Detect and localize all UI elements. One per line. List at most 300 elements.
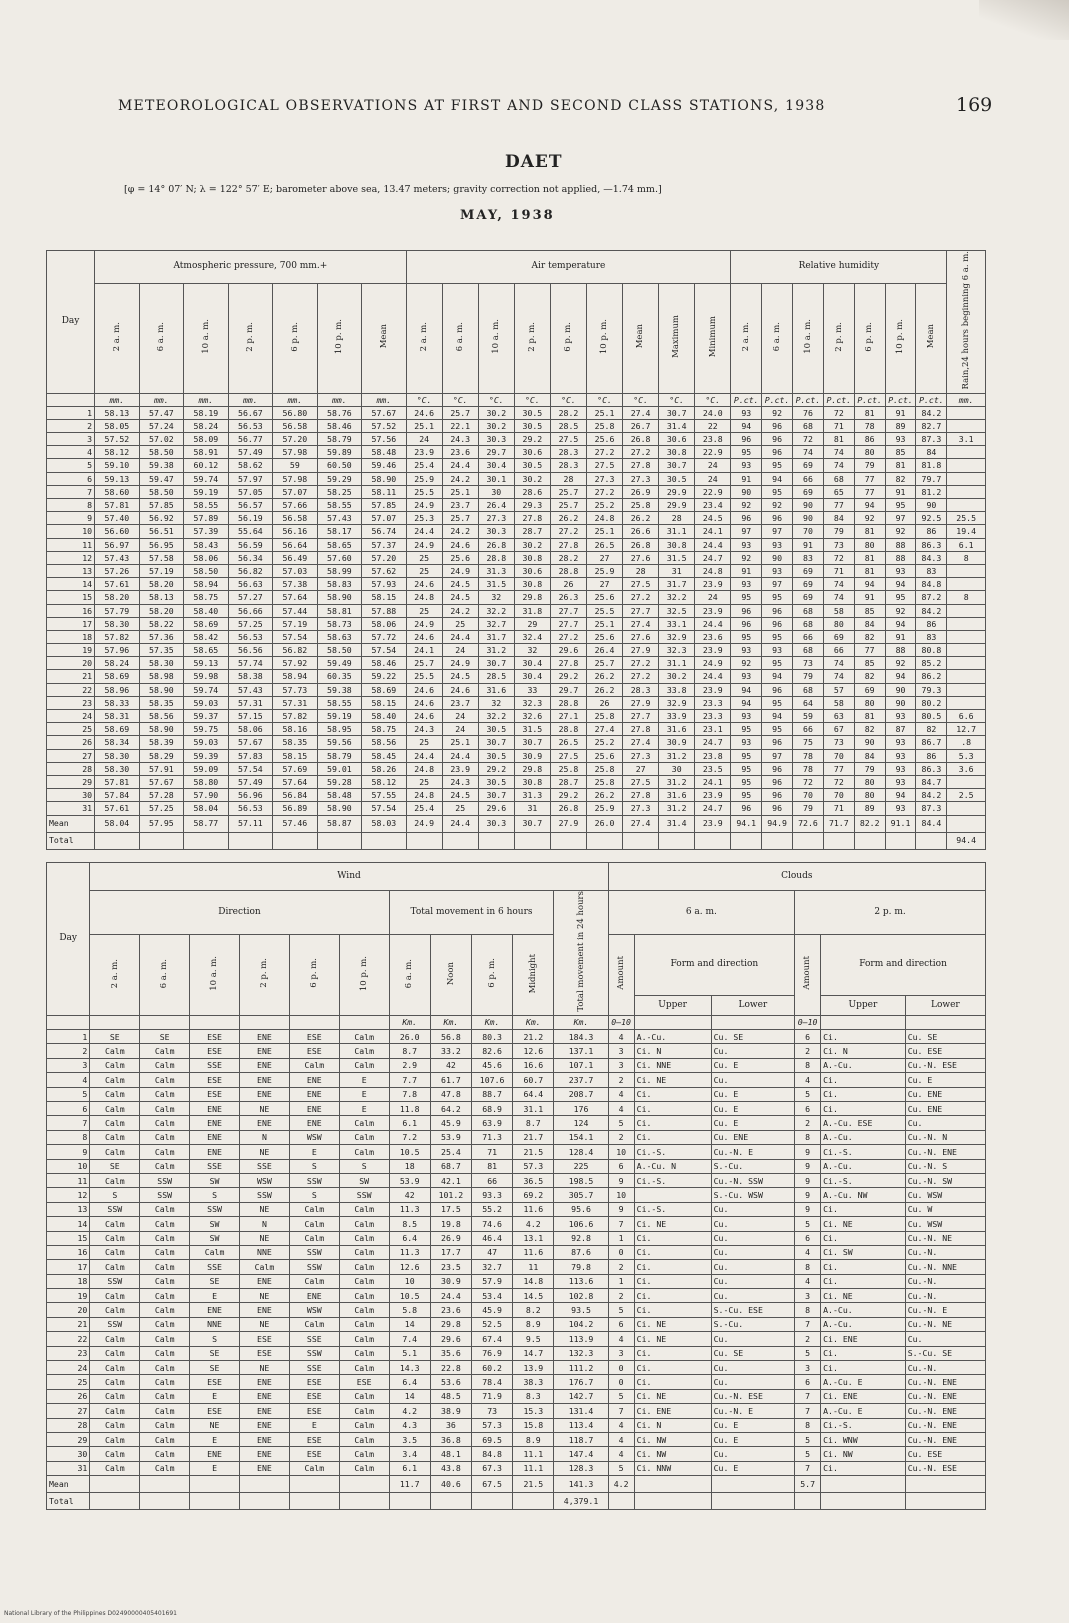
table-cell: Cu. ENE bbox=[905, 1101, 985, 1115]
table-cell: 58.30 bbox=[95, 749, 140, 762]
table-cell: 57.54 bbox=[362, 802, 407, 815]
total-rain-cell: 94.4 bbox=[947, 832, 986, 849]
table-cell: S.-Cu. bbox=[711, 1159, 794, 1173]
table-cell: Calm bbox=[339, 1030, 389, 1044]
table-cell: SE bbox=[140, 1030, 190, 1044]
table-cell: 58.06 bbox=[362, 617, 407, 630]
table-cell: Calm bbox=[339, 1058, 389, 1072]
table-cell: Calm bbox=[140, 1303, 190, 1317]
table-cell: 26.4 bbox=[478, 499, 514, 512]
table-cell: Cu. E bbox=[711, 1058, 794, 1072]
table-cell: SSW bbox=[289, 1173, 339, 1187]
table-cell: 8.5 bbox=[389, 1217, 430, 1231]
table-cell: 95.6 bbox=[554, 1202, 608, 1216]
table-cell: 17 bbox=[47, 617, 95, 630]
table-cell: 59 bbox=[273, 459, 318, 472]
table-cell: ESE bbox=[190, 1030, 240, 1044]
table-cell: 82 bbox=[854, 630, 885, 643]
clouds-header: Clouds bbox=[608, 863, 985, 891]
table-cell: 38.9 bbox=[430, 1404, 471, 1418]
table-cell: S.-Cu. WSW bbox=[711, 1188, 794, 1202]
table-cell: ESE bbox=[190, 1087, 240, 1101]
table-cell: 96 bbox=[762, 512, 793, 525]
table-cell: 56.67 bbox=[228, 406, 273, 419]
table-cell: 23 bbox=[47, 696, 95, 709]
table-cell: 97 bbox=[762, 749, 793, 762]
table-cell: WSW bbox=[289, 1303, 339, 1317]
table-cell: 8 bbox=[47, 1130, 90, 1144]
total-cell bbox=[514, 832, 550, 849]
table-cell: 3 bbox=[47, 433, 95, 446]
units-cell: Km. bbox=[513, 1015, 554, 1029]
units-cell: P.ct. bbox=[854, 393, 885, 406]
table-cell: 92 bbox=[731, 551, 762, 564]
table-cell: 25 bbox=[406, 775, 442, 788]
table-cell: 59.13 bbox=[184, 657, 229, 670]
table-cell: Cu. bbox=[711, 1217, 794, 1231]
table-cell: 72 bbox=[823, 775, 854, 788]
table-cell: ENE bbox=[239, 1044, 289, 1058]
units-cell: °C. bbox=[659, 393, 695, 406]
table-cell: 57.97 bbox=[228, 472, 273, 485]
table-cell: 94 bbox=[885, 670, 916, 683]
table-cell: 32.9 bbox=[659, 630, 695, 643]
mean-cell: 23.9 bbox=[695, 815, 731, 832]
humidity-hour-header bbox=[731, 283, 762, 393]
table-row bbox=[47, 472, 986, 485]
table-cell: 59.74 bbox=[184, 472, 229, 485]
table-row bbox=[47, 1404, 986, 1418]
table-cell: ENE bbox=[239, 1274, 289, 1288]
table-cell: Calm bbox=[140, 1361, 190, 1375]
table-cell: 92 bbox=[885, 525, 916, 538]
table-cell: Cu.-N. S bbox=[905, 1159, 985, 1173]
table-cell: 96 bbox=[731, 617, 762, 630]
table-cell: 58.39 bbox=[139, 736, 184, 749]
table-cell: 24.5 bbox=[442, 670, 478, 683]
table-row bbox=[47, 723, 986, 736]
total-row bbox=[47, 1493, 986, 1510]
table-cell: 57.31 bbox=[273, 696, 318, 709]
table-cell: 93 bbox=[885, 564, 916, 577]
table-cell: 94 bbox=[731, 683, 762, 696]
table-cell: 75 bbox=[793, 736, 824, 749]
table-cell: Ci. NE bbox=[821, 1289, 906, 1303]
table-cell: 68 bbox=[793, 604, 824, 617]
table-cell: 128.3 bbox=[554, 1461, 608, 1475]
table-cell: Cu. SE bbox=[711, 1346, 794, 1360]
table-cell: 84 bbox=[854, 749, 885, 762]
table-cell: ESE bbox=[190, 1404, 240, 1418]
table-cell: 58.46 bbox=[362, 657, 407, 670]
mean-cell: 5.7 bbox=[795, 1476, 821, 1493]
table-cell: 19 bbox=[47, 1289, 90, 1303]
table-cell: 29.2 bbox=[478, 762, 514, 775]
total-cell bbox=[339, 1493, 389, 1510]
table-cell: 19 bbox=[47, 644, 95, 657]
table-cell: 57.93 bbox=[362, 578, 407, 591]
table-cell: 14.5 bbox=[513, 1289, 554, 1303]
table-cell: 58.65 bbox=[184, 644, 229, 657]
table-cell: 24.3 bbox=[442, 775, 478, 788]
table-cell: 79.3 bbox=[916, 683, 947, 696]
table-cell: Cu.-N. ESE bbox=[905, 1058, 985, 1072]
table-cell: SSW bbox=[140, 1188, 190, 1202]
table-cell: 86.3 bbox=[916, 762, 947, 775]
table-cell: 18 bbox=[47, 1274, 90, 1288]
table-cell: 33.8 bbox=[659, 683, 695, 696]
table-cell: 57.82 bbox=[95, 630, 140, 643]
table-cell: 74 bbox=[823, 459, 854, 472]
table-cell: 56.53 bbox=[228, 802, 273, 815]
table-cell: 30.8 bbox=[514, 551, 550, 564]
table-cell: Ci. bbox=[634, 1303, 711, 1317]
table-cell: 57.54 bbox=[273, 630, 318, 643]
table-cell: 26.5 bbox=[587, 538, 623, 551]
table-cell: 24 bbox=[695, 591, 731, 604]
table-cell: 32.2 bbox=[659, 591, 695, 604]
table-cell: 33 bbox=[514, 683, 550, 696]
table-cell: 31.5 bbox=[659, 551, 695, 564]
table-cell: 3.4 bbox=[389, 1447, 430, 1461]
table-cell: Calm bbox=[90, 1130, 140, 1144]
table-cell: 58.56 bbox=[139, 710, 184, 723]
air-extreme-header bbox=[659, 283, 695, 393]
table-cell: 74 bbox=[823, 578, 854, 591]
table-cell: 23.5 bbox=[695, 762, 731, 775]
table-cell: 68 bbox=[793, 419, 824, 432]
table-cell: Calm bbox=[140, 1289, 190, 1303]
mean-cell: 30.7 bbox=[514, 815, 550, 832]
table-cell: 79 bbox=[793, 670, 824, 683]
table-cell: 7 bbox=[795, 1317, 821, 1331]
table-cell: 30.7 bbox=[478, 789, 514, 802]
total-cell bbox=[731, 832, 762, 849]
table-cell: 64 bbox=[793, 696, 824, 709]
table-cell: 2 bbox=[47, 1044, 90, 1058]
table-cell: 59.28 bbox=[317, 775, 362, 788]
table-cell: 107.6 bbox=[472, 1073, 513, 1087]
table-cell: Calm bbox=[140, 1274, 190, 1288]
table-cell: ESE bbox=[289, 1447, 339, 1461]
table-cell: 23.8 bbox=[695, 749, 731, 762]
table-cell: 93.5 bbox=[554, 1303, 608, 1317]
table-cell: ENE bbox=[239, 1058, 289, 1072]
table-cell: 30.5 bbox=[478, 723, 514, 736]
table-cell: Calm bbox=[140, 1116, 190, 1130]
table-cell: 56.49 bbox=[273, 551, 318, 564]
table-cell: 23.5 bbox=[430, 1260, 471, 1274]
table-row bbox=[47, 630, 986, 643]
table-cell: 24.4 bbox=[430, 1289, 471, 1303]
table-cell: S.-Cu. bbox=[711, 1317, 794, 1331]
table-cell: ENE bbox=[190, 1116, 240, 1130]
total-label: Total bbox=[47, 1493, 90, 1510]
humidity-hour-label: 6 a. m. bbox=[771, 321, 782, 352]
humidity-hour-label: 2 a. m. bbox=[740, 321, 751, 352]
table-cell: 27.2 bbox=[623, 670, 659, 683]
table-cell: 57.74 bbox=[228, 657, 273, 670]
table-cell: 10 bbox=[47, 1159, 90, 1173]
movement-hour-label: 6 p. m. bbox=[486, 958, 497, 989]
table-cell: 25.1 bbox=[587, 617, 623, 630]
table-cell: 23.7 bbox=[442, 696, 478, 709]
table-cell: 95 bbox=[731, 749, 762, 762]
table-cell: 21.7 bbox=[513, 1130, 554, 1144]
mean-cell: 58.04 bbox=[95, 815, 140, 832]
table-row bbox=[47, 538, 986, 551]
table-cell: 90 bbox=[885, 696, 916, 709]
table-cell: Ci. NW bbox=[634, 1447, 711, 1461]
table-cell: 10.5 bbox=[389, 1145, 430, 1159]
table-row bbox=[47, 1375, 986, 1389]
form-direction-header: Form and direction bbox=[634, 935, 794, 996]
table-cell: 88 bbox=[885, 538, 916, 551]
table-cell: 11 bbox=[47, 538, 95, 551]
total-cell bbox=[821, 1493, 906, 1510]
table-cell: 56.57 bbox=[228, 499, 273, 512]
table-cell: Calm bbox=[140, 1346, 190, 1360]
total-cell bbox=[795, 1493, 821, 1510]
table-cell: 23.9 bbox=[406, 446, 442, 459]
table-cell: 23.9 bbox=[695, 644, 731, 657]
table-row bbox=[47, 499, 986, 512]
table-cell: 24.0 bbox=[695, 406, 731, 419]
table-cell: 58.75 bbox=[362, 723, 407, 736]
table-cell: 58.60 bbox=[95, 485, 140, 498]
table-cell: 93 bbox=[731, 406, 762, 419]
table-cell: 79.7 bbox=[916, 472, 947, 485]
table-cell: 87.3 bbox=[916, 802, 947, 815]
table-cell: 8 bbox=[947, 591, 986, 604]
air-extreme-label: Maximum bbox=[671, 315, 682, 358]
table-cell: 24.2 bbox=[442, 472, 478, 485]
table-cell: Calm bbox=[140, 1404, 190, 1418]
table-cell: 29.6 bbox=[478, 802, 514, 815]
table-cell: Calm bbox=[90, 1116, 140, 1130]
table-cell: Cu. ENE bbox=[905, 1087, 985, 1101]
table-cell: 14 bbox=[47, 1217, 90, 1231]
table-cell: 4 bbox=[608, 1030, 634, 1044]
table-cell: 28.6 bbox=[514, 485, 550, 498]
table-cell: 58.12 bbox=[95, 446, 140, 459]
table-cell: 1 bbox=[608, 1274, 634, 1288]
table-cell: 58.24 bbox=[95, 657, 140, 670]
table-cell: 11.6 bbox=[513, 1202, 554, 1216]
table-cell: 24.7 bbox=[695, 802, 731, 815]
table-cell: 93 bbox=[885, 749, 916, 762]
table-cell: 31.2 bbox=[659, 749, 695, 762]
table-cell: 94 bbox=[885, 789, 916, 802]
table-cell: 30 bbox=[47, 789, 95, 802]
air-hour-label: 10 a. m. bbox=[491, 319, 502, 354]
table-cell: 58.69 bbox=[184, 617, 229, 630]
table-cell: 25 bbox=[406, 551, 442, 564]
movement-hour-header bbox=[389, 935, 430, 1016]
table-cell: Calm bbox=[90, 1447, 140, 1461]
clouds-6am-header: 6 a. m. bbox=[608, 891, 794, 935]
table-cell: Cu. bbox=[711, 1361, 794, 1375]
table-cell: 53.4 bbox=[472, 1289, 513, 1303]
table-cell: 58.81 bbox=[317, 604, 362, 617]
table-cell: 32.6 bbox=[514, 710, 550, 723]
table-cell: 57.20 bbox=[362, 551, 407, 564]
table-cell: 113.6 bbox=[554, 1274, 608, 1288]
table-cell: 58.90 bbox=[139, 683, 184, 696]
table-cell: Calm bbox=[339, 1317, 389, 1331]
table-cell: 81 bbox=[854, 564, 885, 577]
table-cell: 31 bbox=[659, 564, 695, 577]
table-cell: 57.52 bbox=[95, 433, 140, 446]
table-cell: 28.8 bbox=[550, 696, 586, 709]
units-cell: P.ct. bbox=[793, 393, 824, 406]
table-cell: 24.6 bbox=[406, 696, 442, 709]
table-cell: 6.6 bbox=[947, 710, 986, 723]
table-cell: 22 bbox=[47, 1332, 90, 1346]
table-cell: 27.7 bbox=[550, 617, 586, 630]
mean-cell bbox=[634, 1476, 711, 1493]
table-cell: 23.9 bbox=[695, 578, 731, 591]
table-cell: 57.98 bbox=[273, 446, 318, 459]
table-cell: 24.3 bbox=[442, 433, 478, 446]
table-cell: 24.8 bbox=[695, 564, 731, 577]
table-cell: Cu. bbox=[711, 1073, 794, 1087]
units-cell: mm. bbox=[228, 393, 273, 406]
table-cell: 58.55 bbox=[317, 696, 362, 709]
table-cell: 60.7 bbox=[513, 1073, 554, 1087]
table-cell: 26.9 bbox=[623, 485, 659, 498]
table-cell: 4 bbox=[47, 1073, 90, 1087]
table-cell: Calm bbox=[289, 1231, 339, 1245]
table-cell: 95 bbox=[731, 762, 762, 775]
table-cell: Calm bbox=[140, 1332, 190, 1346]
table-cell: 86 bbox=[916, 525, 947, 538]
table-cell: 90 bbox=[731, 485, 762, 498]
table-cell: 58.76 bbox=[317, 406, 362, 419]
units-cell: mm. bbox=[184, 393, 229, 406]
table-row bbox=[47, 749, 986, 762]
table-cell: ENE bbox=[239, 1404, 289, 1418]
table-cell: 6 bbox=[608, 1317, 634, 1331]
table-cell: Cu. bbox=[711, 1245, 794, 1259]
table-cell: 27.2 bbox=[623, 446, 659, 459]
table-cell: 3 bbox=[608, 1346, 634, 1360]
table-cell: 31.8 bbox=[514, 604, 550, 617]
table-cell: 93 bbox=[885, 710, 916, 723]
table-cell: 59.74 bbox=[184, 683, 229, 696]
table-cell: 25.6 bbox=[442, 551, 478, 564]
table-cell: Calm bbox=[140, 1375, 190, 1389]
table-cell: Ci. NW bbox=[634, 1432, 711, 1446]
direction-hour-label: 10 p. m. bbox=[358, 955, 369, 991]
pressure-hour-label: 6 a. m. bbox=[156, 321, 167, 352]
table-cell: 26.0 bbox=[389, 1030, 430, 1044]
direction-hour-label: 6 p. m. bbox=[309, 958, 320, 989]
table-cell: 93 bbox=[731, 710, 762, 723]
table-cell: 94 bbox=[731, 419, 762, 432]
table-cell: 6 bbox=[795, 1231, 821, 1245]
table-cell: 57.19 bbox=[273, 617, 318, 630]
table-cell: 104.2 bbox=[554, 1317, 608, 1331]
table-cell: 3 bbox=[795, 1289, 821, 1303]
units-cell: P.ct. bbox=[885, 393, 916, 406]
table-cell: NE bbox=[239, 1202, 289, 1216]
table-cell: 71 bbox=[823, 802, 854, 815]
table-cell: Calm bbox=[339, 1245, 389, 1259]
table-cell: 56.89 bbox=[273, 802, 318, 815]
table-cell: 45.9 bbox=[430, 1116, 471, 1130]
table-cell: 30.7 bbox=[478, 736, 514, 749]
table-cell: N bbox=[239, 1217, 289, 1231]
table-cell: 4 bbox=[608, 1087, 634, 1101]
table-row bbox=[47, 525, 986, 538]
table-cell: Calm bbox=[339, 1044, 389, 1058]
table-cell: NNE bbox=[190, 1317, 240, 1331]
table-cell: NE bbox=[239, 1289, 289, 1303]
table-cell: ESE bbox=[190, 1073, 240, 1087]
table-row bbox=[47, 789, 986, 802]
table-cell: 80.3 bbox=[472, 1030, 513, 1044]
table-cell: 90 bbox=[793, 512, 824, 525]
table-cell: Calm bbox=[90, 1245, 140, 1259]
table-row bbox=[47, 446, 986, 459]
table-cell: 92 bbox=[854, 512, 885, 525]
table-cell: Ci. bbox=[634, 1087, 711, 1101]
table-cell: 58.98 bbox=[139, 670, 184, 683]
units-cell bbox=[90, 1015, 140, 1029]
table-cell: ENE bbox=[239, 1432, 289, 1446]
table-cell: 23.1 bbox=[695, 723, 731, 736]
table-cell: 90 bbox=[762, 551, 793, 564]
table-cell: 58.50 bbox=[139, 446, 184, 459]
table-cell: 31.1 bbox=[513, 1101, 554, 1115]
table-cell: 57.52 bbox=[362, 419, 407, 432]
table-cell: 30.5 bbox=[514, 406, 550, 419]
pressure-hour-label: 2 a. m. bbox=[111, 321, 122, 352]
table-cell: Calm bbox=[90, 1087, 140, 1101]
table-cell: 23.4 bbox=[695, 499, 731, 512]
table-cell: 25.7 bbox=[550, 499, 586, 512]
table-cell: 31.7 bbox=[478, 630, 514, 643]
total-cell bbox=[885, 832, 916, 849]
table-cell: 93 bbox=[731, 459, 762, 472]
table-cell: 29.7 bbox=[478, 446, 514, 459]
table-cell: 3.1 bbox=[947, 433, 986, 446]
table-cell: 56.51 bbox=[139, 525, 184, 538]
table-cell: 60.50 bbox=[317, 459, 362, 472]
mean-cell: 21.5 bbox=[513, 1476, 554, 1493]
table-cell: Ci. WNW bbox=[821, 1432, 906, 1446]
total-row bbox=[47, 832, 986, 849]
table-cell: 57.62 bbox=[362, 564, 407, 577]
table-cell: 24.6 bbox=[406, 578, 442, 591]
table-cell: Ci. bbox=[634, 1101, 711, 1115]
table-cell: Ci.-S. bbox=[821, 1173, 906, 1187]
table-cell: Cu. bbox=[711, 1289, 794, 1303]
table-cell: Cu. bbox=[711, 1274, 794, 1288]
table-cell: 96 bbox=[762, 789, 793, 802]
table-cell: 83 bbox=[793, 551, 824, 564]
table-cell: 58.17 bbox=[317, 525, 362, 538]
table-cell: Cu. E bbox=[711, 1101, 794, 1115]
table-cell: 59.03 bbox=[184, 696, 229, 709]
table-cell: 58.99 bbox=[317, 564, 362, 577]
table-row bbox=[47, 591, 986, 604]
table-cell: 5 bbox=[795, 1087, 821, 1101]
table-cell: N bbox=[239, 1130, 289, 1144]
table-row bbox=[47, 1389, 986, 1403]
total-cell bbox=[90, 1493, 140, 1510]
